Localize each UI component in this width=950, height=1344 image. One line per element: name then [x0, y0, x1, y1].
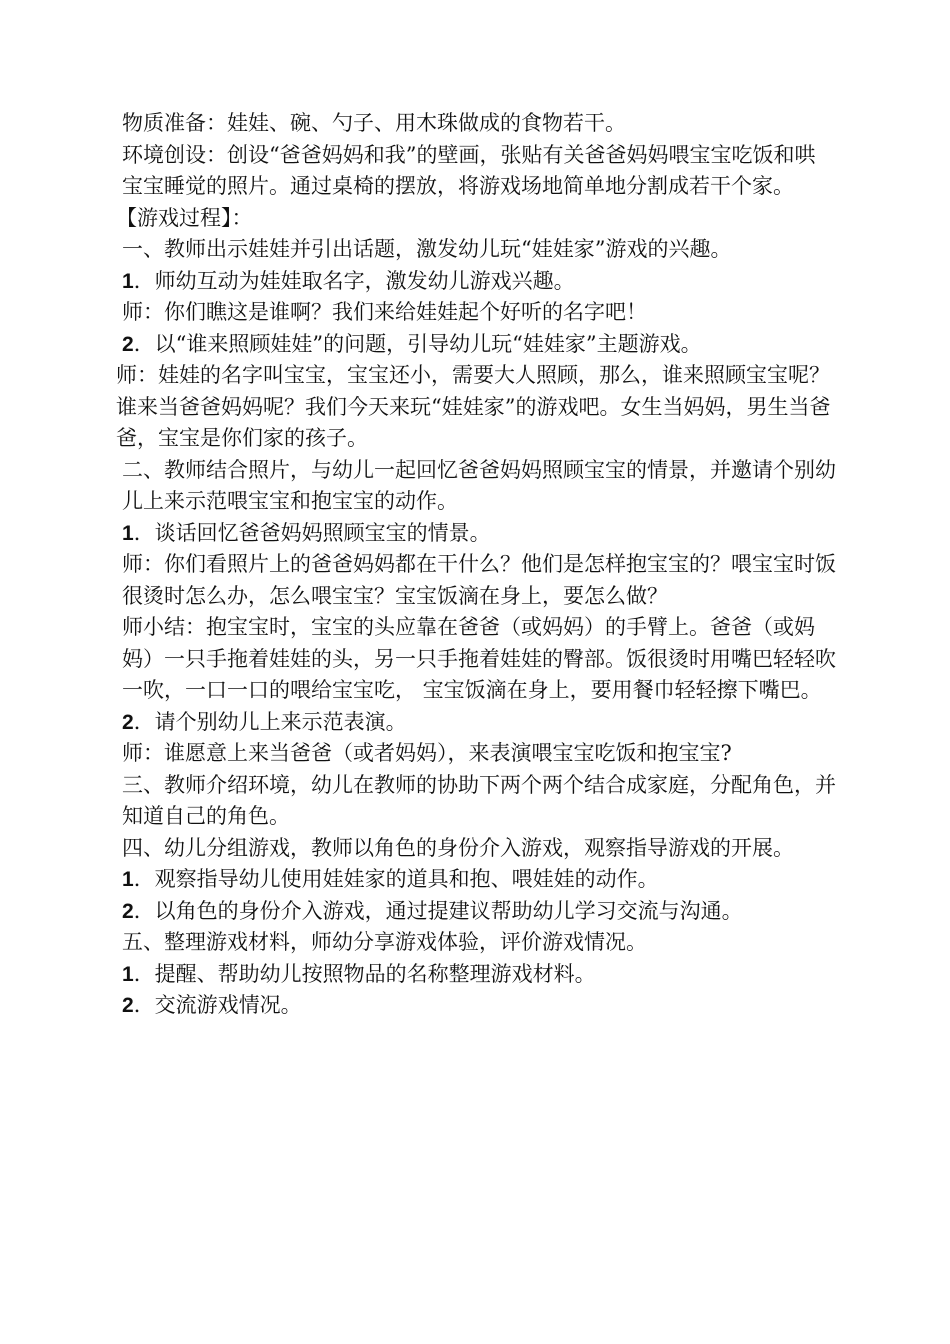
paragraph-text: 四、幼儿分组游戏，教师以角色的身份介入游戏，观察指导游戏的开展。	[122, 835, 794, 860]
paragraph-text: 二、教师结合照片，与幼儿一起回忆爸爸妈妈照顾宝宝的情景，并邀请个别幼儿上来示范喂宝宝和抱宝宝的动作。	[122, 457, 836, 513]
dialogue-paragraph	[116, 360, 836, 455]
list-number: 1	[122, 962, 134, 986]
section-heading-3	[116, 770, 836, 833]
dialogue-paragraph	[116, 738, 836, 770]
section-heading-4	[116, 833, 836, 865]
summary-paragraph	[116, 612, 836, 707]
document-body	[116, 108, 836, 1022]
list-item	[116, 990, 836, 1022]
paragraph-environment	[116, 140, 836, 203]
dialogue-paragraph	[116, 549, 836, 612]
paragraph-materials	[116, 108, 836, 140]
list-item	[116, 896, 836, 928]
list-item	[116, 864, 836, 896]
list-number: 1	[122, 868, 134, 891]
paragraph-text: 环境创设：创设“爸爸妈妈和我”的壁画，张贴有关爸爸妈妈喂宝宝吃饭和哄宝宝睡觉的照片。通过桌椅的摆放，将游戏场地简单地分割成若干个家。	[122, 142, 816, 198]
section-heading-5	[116, 927, 836, 959]
list-item	[116, 329, 836, 361]
list-number: 2	[122, 710, 134, 734]
paragraph-text: ．提醒、帮助幼儿按照物品的名称整理游戏材料。	[133, 961, 596, 986]
paragraph-text: ．谈话回忆爸爸妈妈照顾宝宝的情景。	[133, 520, 491, 545]
paragraph-text: 物质准备：娃娃、碗、勺子、用木珠做成的食物若干。	[122, 111, 626, 135]
paragraph-text: 师：谁愿意上来当爸爸（或者妈妈），来表演喂宝宝吃饭和抱宝宝?	[122, 741, 732, 765]
paragraph-text: ．交流游戏情况。	[133, 993, 302, 1017]
paragraph-text: ．以“谁来照顾娃娃”的问题，引导幼儿玩“娃娃家”主题游戏。	[133, 331, 702, 356]
paragraph-text: ．师幼互动为娃娃取名字，激发幼儿游戏兴趣。	[133, 268, 575, 293]
paragraph-text: 三、教师介绍环境，幼儿在教师的协助下两个两个结合成家庭，分配角色，并知道自己的角色。	[122, 772, 836, 828]
list-number: 1	[122, 521, 134, 545]
list-item	[116, 518, 836, 550]
section-heading-process	[116, 203, 836, 235]
paragraph-text: 师：你们瞧这是谁啊？我们来给娃娃起个好听的名字吧！	[122, 300, 647, 324]
paragraph-text: 五、整理游戏材料，师幼分享游戏体验，评价游戏情况。	[122, 930, 647, 954]
list-item	[116, 959, 836, 991]
paragraph-text: ．观察指导幼儿使用娃娃家的道具和抱、喂娃娃的动作。	[133, 867, 659, 891]
list-number: 2	[122, 994, 134, 1017]
list-number: 2	[122, 332, 134, 356]
list-number: 1	[122, 269, 134, 293]
paragraph-text: 师小结：抱宝宝时，宝宝的头应靠在爸爸（或妈妈）的手臂上。爸爸（或妈妈）一只手拖着娃娃的头，另一只手拖着娃娃的臀部。饭很烫时用嘴巴轻轻吹一吹，一口一口的喂给宝宝吃， 宝宝饭滴在身上，要用餐巾轻轻擦下嘴巴。	[122, 615, 836, 702]
paragraph-text: ．以角色的身份介入游戏，通过提建议帮助幼儿学习交流与沟通。	[133, 898, 743, 923]
paragraph-text: 师：你们看照片上的爸爸妈妈都在干什么？他们是怎样抱宝宝的？喂宝宝时饭很烫时怎么办，怎么喂宝宝？宝宝饭滴在身上，要怎么做？	[122, 552, 836, 608]
section-heading-2	[116, 455, 836, 518]
list-item	[116, 266, 836, 298]
paragraph-text: ．请个别幼儿上来示范表演。	[133, 709, 407, 734]
paragraph-text: 一、教师出示娃娃并引出话题，激发幼儿玩“娃娃家”游戏的兴趣。	[122, 237, 732, 261]
paragraph-text: 【游戏过程】：	[116, 205, 253, 230]
paragraph-text: 师：娃娃的名字叫宝宝，宝宝还小，需要大人照顾，那么，谁来照顾宝宝呢？谁来当爸爸妈妈呢？我们今天来玩“娃娃家”的游戏吧。女生当妈妈，男生当爸爸，宝宝是你们家的孩子。	[116, 363, 831, 450]
list-number: 2	[122, 899, 134, 923]
list-item	[116, 707, 836, 739]
section-heading-1	[116, 234, 836, 266]
dialogue-paragraph	[116, 297, 836, 329]
